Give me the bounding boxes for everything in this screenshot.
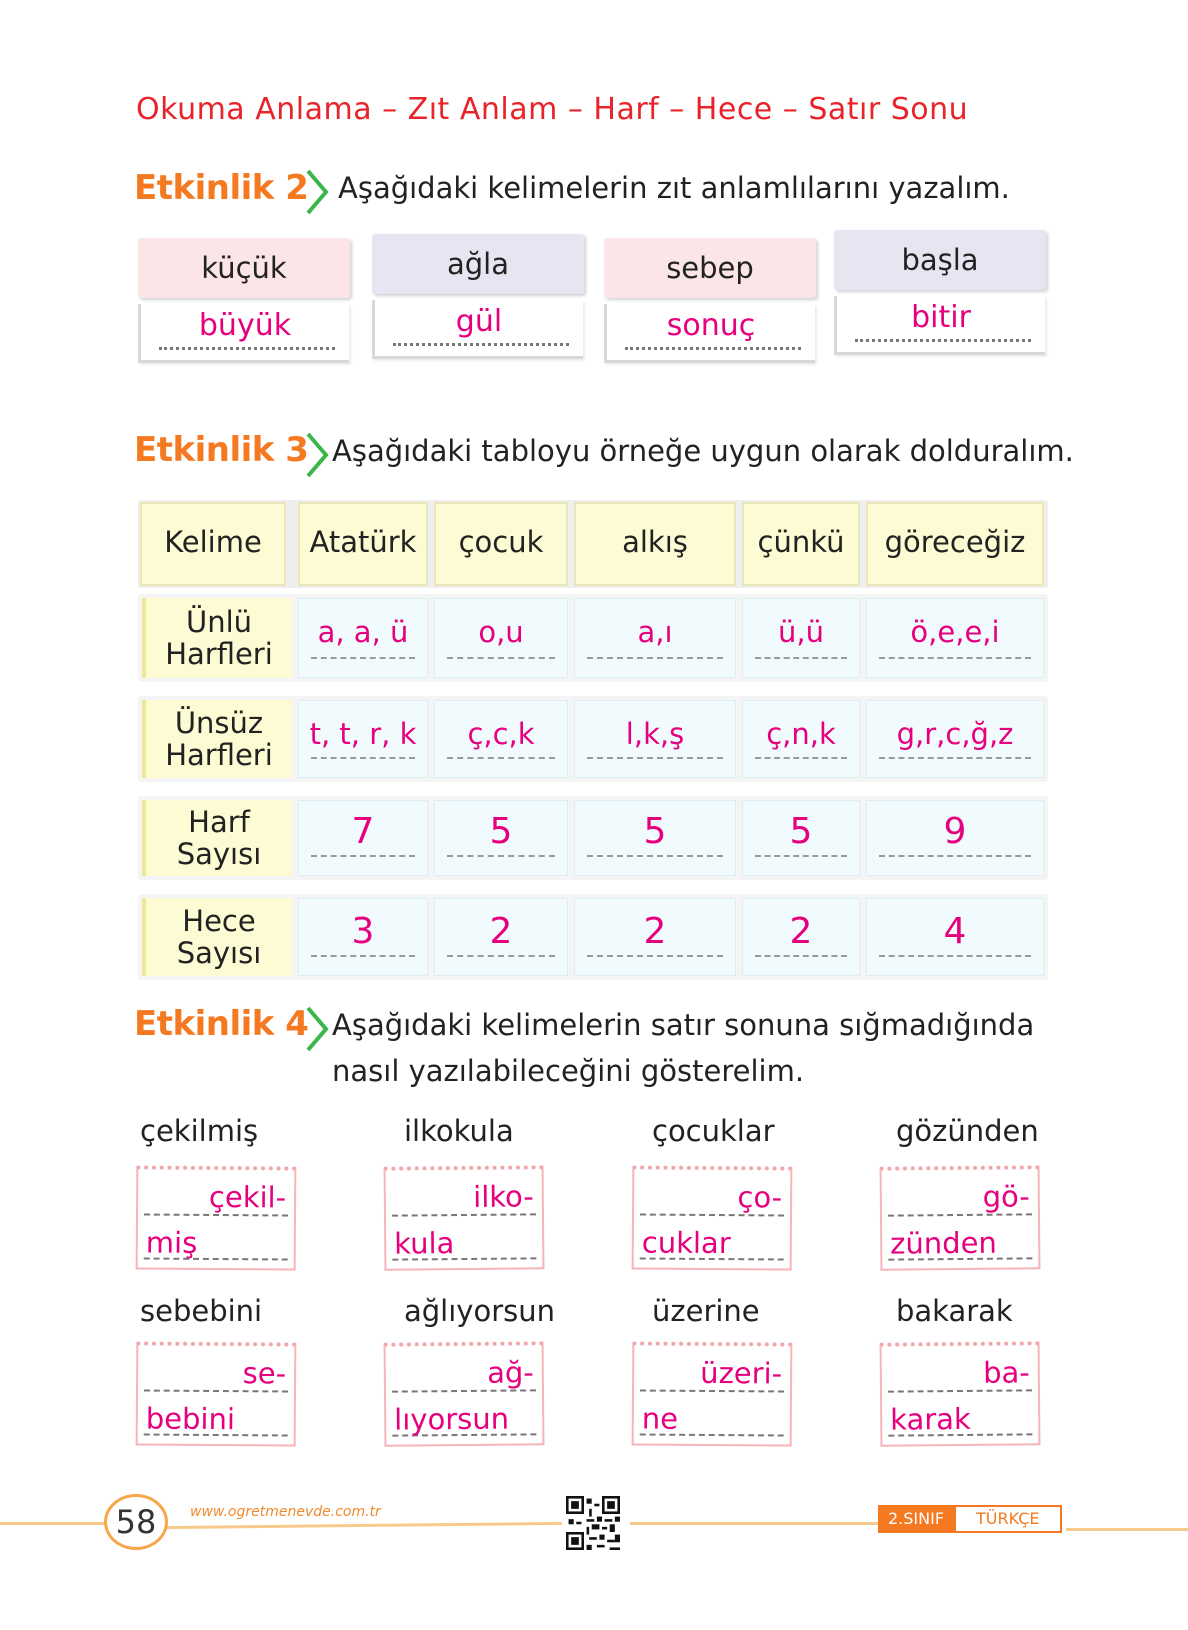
column-header-word: çocuk [434, 502, 568, 586]
cell-value: 5 [489, 811, 513, 852]
answer-line [587, 955, 723, 957]
hyphen-part-1: ağ- [487, 1355, 534, 1390]
hyphenation-word: bakarak [896, 1294, 1013, 1328]
hyphenation-note [136, 1165, 297, 1270]
cell-value: o,u [478, 615, 524, 649]
hyphen-part-2: cuklar [641, 1225, 731, 1261]
hyphenation-note [384, 1165, 545, 1270]
footer-line [1066, 1528, 1188, 1531]
antonym-card [372, 234, 584, 356]
table-cell [866, 800, 1044, 876]
etkinlik-3-instruction: Aşağıdaki tabloyu örneğe uygun olarak dolduralım. [332, 434, 1074, 468]
hyphen-part-1: ilko- [473, 1179, 534, 1214]
cell-value: 2 [789, 911, 813, 952]
column-header-word: alkış [574, 502, 736, 586]
card-word: ağla [372, 234, 584, 294]
answer-line [587, 657, 723, 659]
hyphen-part-1: se- [242, 1356, 287, 1391]
answer-line [604, 304, 815, 363]
table-cell [866, 598, 1044, 678]
answer-line [311, 855, 415, 857]
table-cell [434, 800, 568, 876]
answer-line [372, 300, 583, 359]
hyphenation-note [384, 1341, 545, 1446]
answer-line [311, 657, 415, 659]
website-link[interactable]: www.ogretmenevde.com.tr [190, 1504, 381, 1520]
answer-line [888, 1389, 1032, 1392]
card-word: başla [834, 230, 1046, 290]
hyphenation-note [880, 1341, 1041, 1446]
hyphenation-word: ilkokula [404, 1114, 514, 1148]
hyphen-part-2: lıyorsun [394, 1401, 510, 1437]
hyphenation-note [632, 1165, 793, 1270]
table-cell [298, 898, 428, 976]
answer-line [879, 757, 1031, 759]
answer-line [311, 955, 415, 957]
page-number: 58 [104, 1494, 168, 1550]
cell-value: 5 [789, 811, 813, 852]
row-label: Ünsüz Harfleri [142, 700, 292, 778]
table-cell [298, 700, 428, 778]
hyphen-part-2: ne [641, 1401, 679, 1436]
hyphen-part-1: gö- [982, 1179, 1030, 1214]
cell-value: g,r,c,ğ,z [896, 717, 1014, 751]
card-answer: sonuç [666, 308, 756, 343]
chevron-right-icon [302, 430, 332, 480]
answer-line [447, 757, 555, 759]
cell-value: l,k,ş [625, 717, 685, 751]
footer-line [630, 1522, 878, 1525]
etkinlik-3-label: Etkinlik 3 [134, 430, 309, 470]
table-cell [742, 598, 860, 678]
answer-line [755, 855, 847, 857]
hyphen-part-2: bebini [145, 1401, 236, 1437]
grade-badge [878, 1505, 1062, 1533]
table-cell [742, 800, 860, 876]
cell-value: ü,ü [778, 615, 824, 649]
chevron-right-icon [302, 1004, 332, 1054]
answer-line [138, 304, 349, 363]
table-cell [742, 700, 860, 778]
answer-line [888, 1213, 1032, 1216]
hyphen-part-1: üzeri- [700, 1355, 783, 1391]
grade-label: 2.SINIF [878, 1505, 954, 1533]
etkinlik-4-label: Etkinlik 4 [134, 1004, 309, 1044]
etkinlik-2-label: Etkinlik 2 [134, 168, 309, 208]
row-label: Hece Sayısı [142, 898, 292, 976]
answer-line [834, 296, 1045, 355]
hyphenation-word: üzerine [652, 1294, 760, 1328]
answer-line [755, 757, 847, 759]
table-cell [434, 598, 568, 678]
cell-value: t, t, r, k [309, 717, 417, 751]
page-title: Okuma Anlama – Zıt Anlam – Harf – Hece – Satır Sonu [136, 92, 969, 127]
answer-line [447, 657, 555, 659]
row-label: Harf Sayısı [142, 800, 292, 876]
answer-line [447, 955, 555, 957]
table-cell [434, 700, 568, 778]
etkinlik-4-instruction: Aşağıdaki kelimelerin satır sonuna sığmadığında [332, 1008, 1035, 1042]
etkinlik-4-instruction-cont: nasıl yazılabileceğini gösterelim. [332, 1054, 805, 1088]
table-cell [866, 898, 1044, 976]
answer-line [587, 757, 723, 759]
cell-value: a, a, ü [317, 615, 409, 649]
answer-line [311, 757, 415, 759]
hyphenation-word: ağlıyorsun [404, 1294, 555, 1328]
cell-value: ç,c,k [467, 717, 535, 751]
footer-line [0, 1522, 106, 1525]
answer-line [755, 657, 847, 659]
hyphen-part-2: kula [394, 1226, 455, 1261]
hyphen-part-2: karak [890, 1401, 971, 1437]
table-cell [434, 898, 568, 976]
cell-value: 5 [643, 811, 667, 852]
antonym-card [834, 230, 1046, 352]
table-cell [866, 700, 1044, 778]
antonym-card [604, 238, 816, 360]
cell-value: 9 [943, 811, 967, 852]
hyphen-part-1: çekil- [208, 1179, 287, 1215]
cell-value: 7 [351, 811, 375, 852]
card-word: küçük [138, 238, 350, 298]
card-answer: bitir [911, 300, 971, 335]
cell-value: ö,e,e,i [910, 615, 1000, 649]
answer-line [392, 1389, 536, 1392]
etkinlik-2-instruction: Aşağıdaki kelimelerin zıt anlamlılarını yazalım. [338, 171, 1010, 205]
table-cell [574, 800, 736, 876]
hyphen-part-2: zünden [890, 1225, 997, 1261]
hyphen-part-2: miş [145, 1225, 198, 1260]
answer-line [755, 955, 847, 957]
column-header-label: Kelime [140, 502, 286, 586]
answer-line [879, 855, 1031, 857]
answer-line [879, 955, 1031, 957]
answer-line [392, 1213, 536, 1216]
card-answer: büyük [198, 308, 292, 343]
table-cell [574, 898, 736, 976]
cell-value: 2 [489, 911, 513, 952]
qr-code-icon[interactable] [566, 1496, 620, 1550]
column-header-word: çünkü [742, 502, 860, 586]
hyphen-part-1: ço- [737, 1180, 783, 1215]
hyphenation-note [880, 1165, 1041, 1270]
card-word: sebep [604, 238, 816, 298]
subject-label: TÜRKÇE [954, 1505, 1062, 1533]
hyphenation-word: gözünden [896, 1114, 1039, 1148]
cell-value: 3 [351, 911, 375, 952]
column-header-word: Atatürk [298, 502, 428, 586]
row-label: Ünlü Harfleri [142, 598, 292, 678]
footer-line [162, 1522, 562, 1529]
hyphenation-note [136, 1341, 297, 1446]
answer-line [587, 855, 723, 857]
answer-line [879, 657, 1031, 659]
hyphenation-word: çekilmiş [140, 1114, 259, 1148]
column-header-word: göreceğiz [866, 502, 1044, 586]
table-cell [298, 598, 428, 678]
card-answer: gül [455, 304, 503, 339]
table-cell [742, 898, 860, 976]
antonym-card [138, 238, 350, 360]
chevron-right-icon [302, 167, 332, 217]
table-cell [298, 800, 428, 876]
table-cell [574, 598, 736, 678]
cell-value: 2 [643, 911, 667, 952]
answer-line [447, 855, 555, 857]
table-cell [574, 700, 736, 778]
cell-value: 4 [943, 911, 967, 952]
hyphenation-note [632, 1341, 793, 1446]
hyphenation-word: sebebini [140, 1294, 263, 1328]
hyphen-part-1: ba- [983, 1355, 1030, 1390]
hyphenation-word: çocuklar [652, 1114, 775, 1148]
cell-value: a,ı [637, 615, 673, 649]
cell-value: ç,n,k [766, 717, 836, 751]
